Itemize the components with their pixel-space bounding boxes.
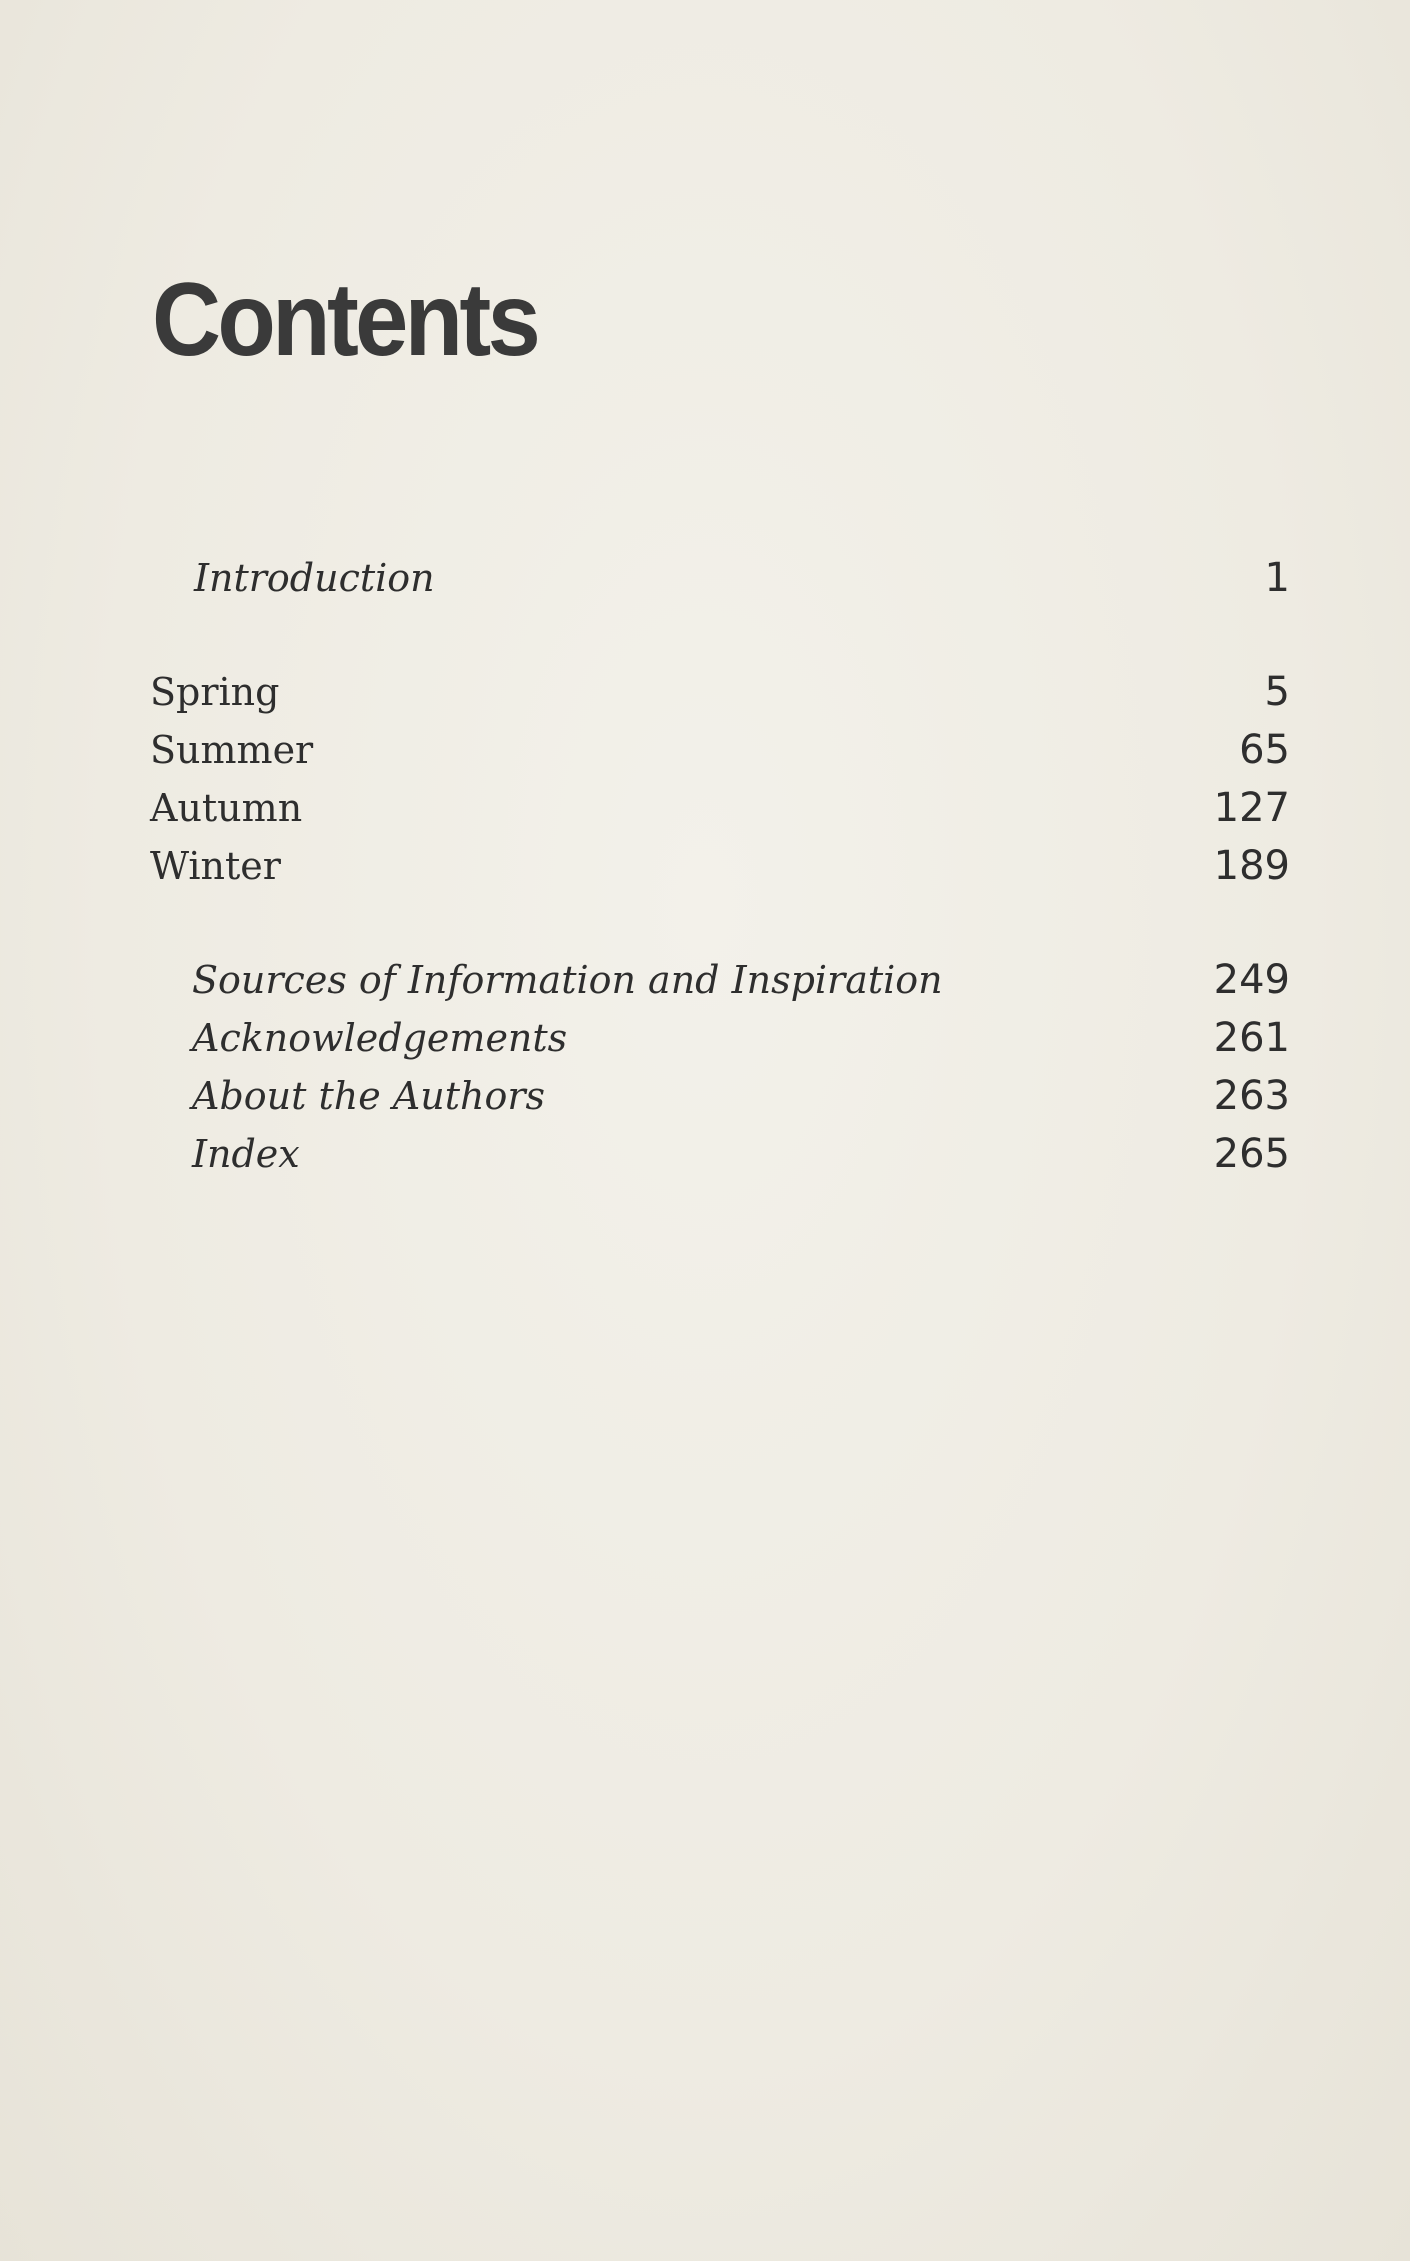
back-matter-group xyxy=(150,957,1290,1189)
toc-entry-label: Spring xyxy=(150,670,280,714)
toc-entry-label: Sources of Information and Inspiration xyxy=(192,958,943,1002)
page-title: Contents xyxy=(152,262,538,378)
toc-entry-label: Winter xyxy=(150,844,281,888)
toc-entry-page: 249 xyxy=(1213,957,1290,1003)
seasons-group xyxy=(150,669,1290,901)
toc-entry-page: 265 xyxy=(1213,1131,1290,1177)
toc-entry-index xyxy=(150,1131,1290,1189)
toc-entry-page: 261 xyxy=(1213,1015,1290,1061)
toc-entry-label: Index xyxy=(192,1132,300,1176)
toc-entry-label: Acknowledgements xyxy=(192,1016,568,1060)
toc-entry-page: 65 xyxy=(1239,727,1290,773)
toc-entry-acknowledgements xyxy=(150,1015,1290,1073)
toc-entry-page: 5 xyxy=(1264,669,1290,715)
toc-entry-about-authors xyxy=(150,1073,1290,1131)
table-of-contents xyxy=(150,555,1290,1189)
toc-entry-page: 189 xyxy=(1213,843,1290,889)
toc-entry-summer xyxy=(150,727,1290,785)
toc-entry-page: 263 xyxy=(1213,1073,1290,1119)
toc-entry-label: Summer xyxy=(150,728,314,772)
toc-entry-spring xyxy=(150,669,1290,727)
toc-entry-page: 1 xyxy=(1264,555,1290,601)
toc-entry-autumn xyxy=(150,785,1290,843)
toc-entry-label: Autumn xyxy=(150,786,303,830)
toc-entry-label: Introduction xyxy=(194,556,435,600)
toc-entry-page: 127 xyxy=(1213,785,1290,831)
front-matter-group xyxy=(150,555,1290,613)
toc-entry-introduction xyxy=(150,555,1290,613)
toc-entry-label: About the Authors xyxy=(192,1074,545,1118)
toc-entry-sources xyxy=(150,957,1290,1015)
toc-entry-winter xyxy=(150,843,1290,901)
